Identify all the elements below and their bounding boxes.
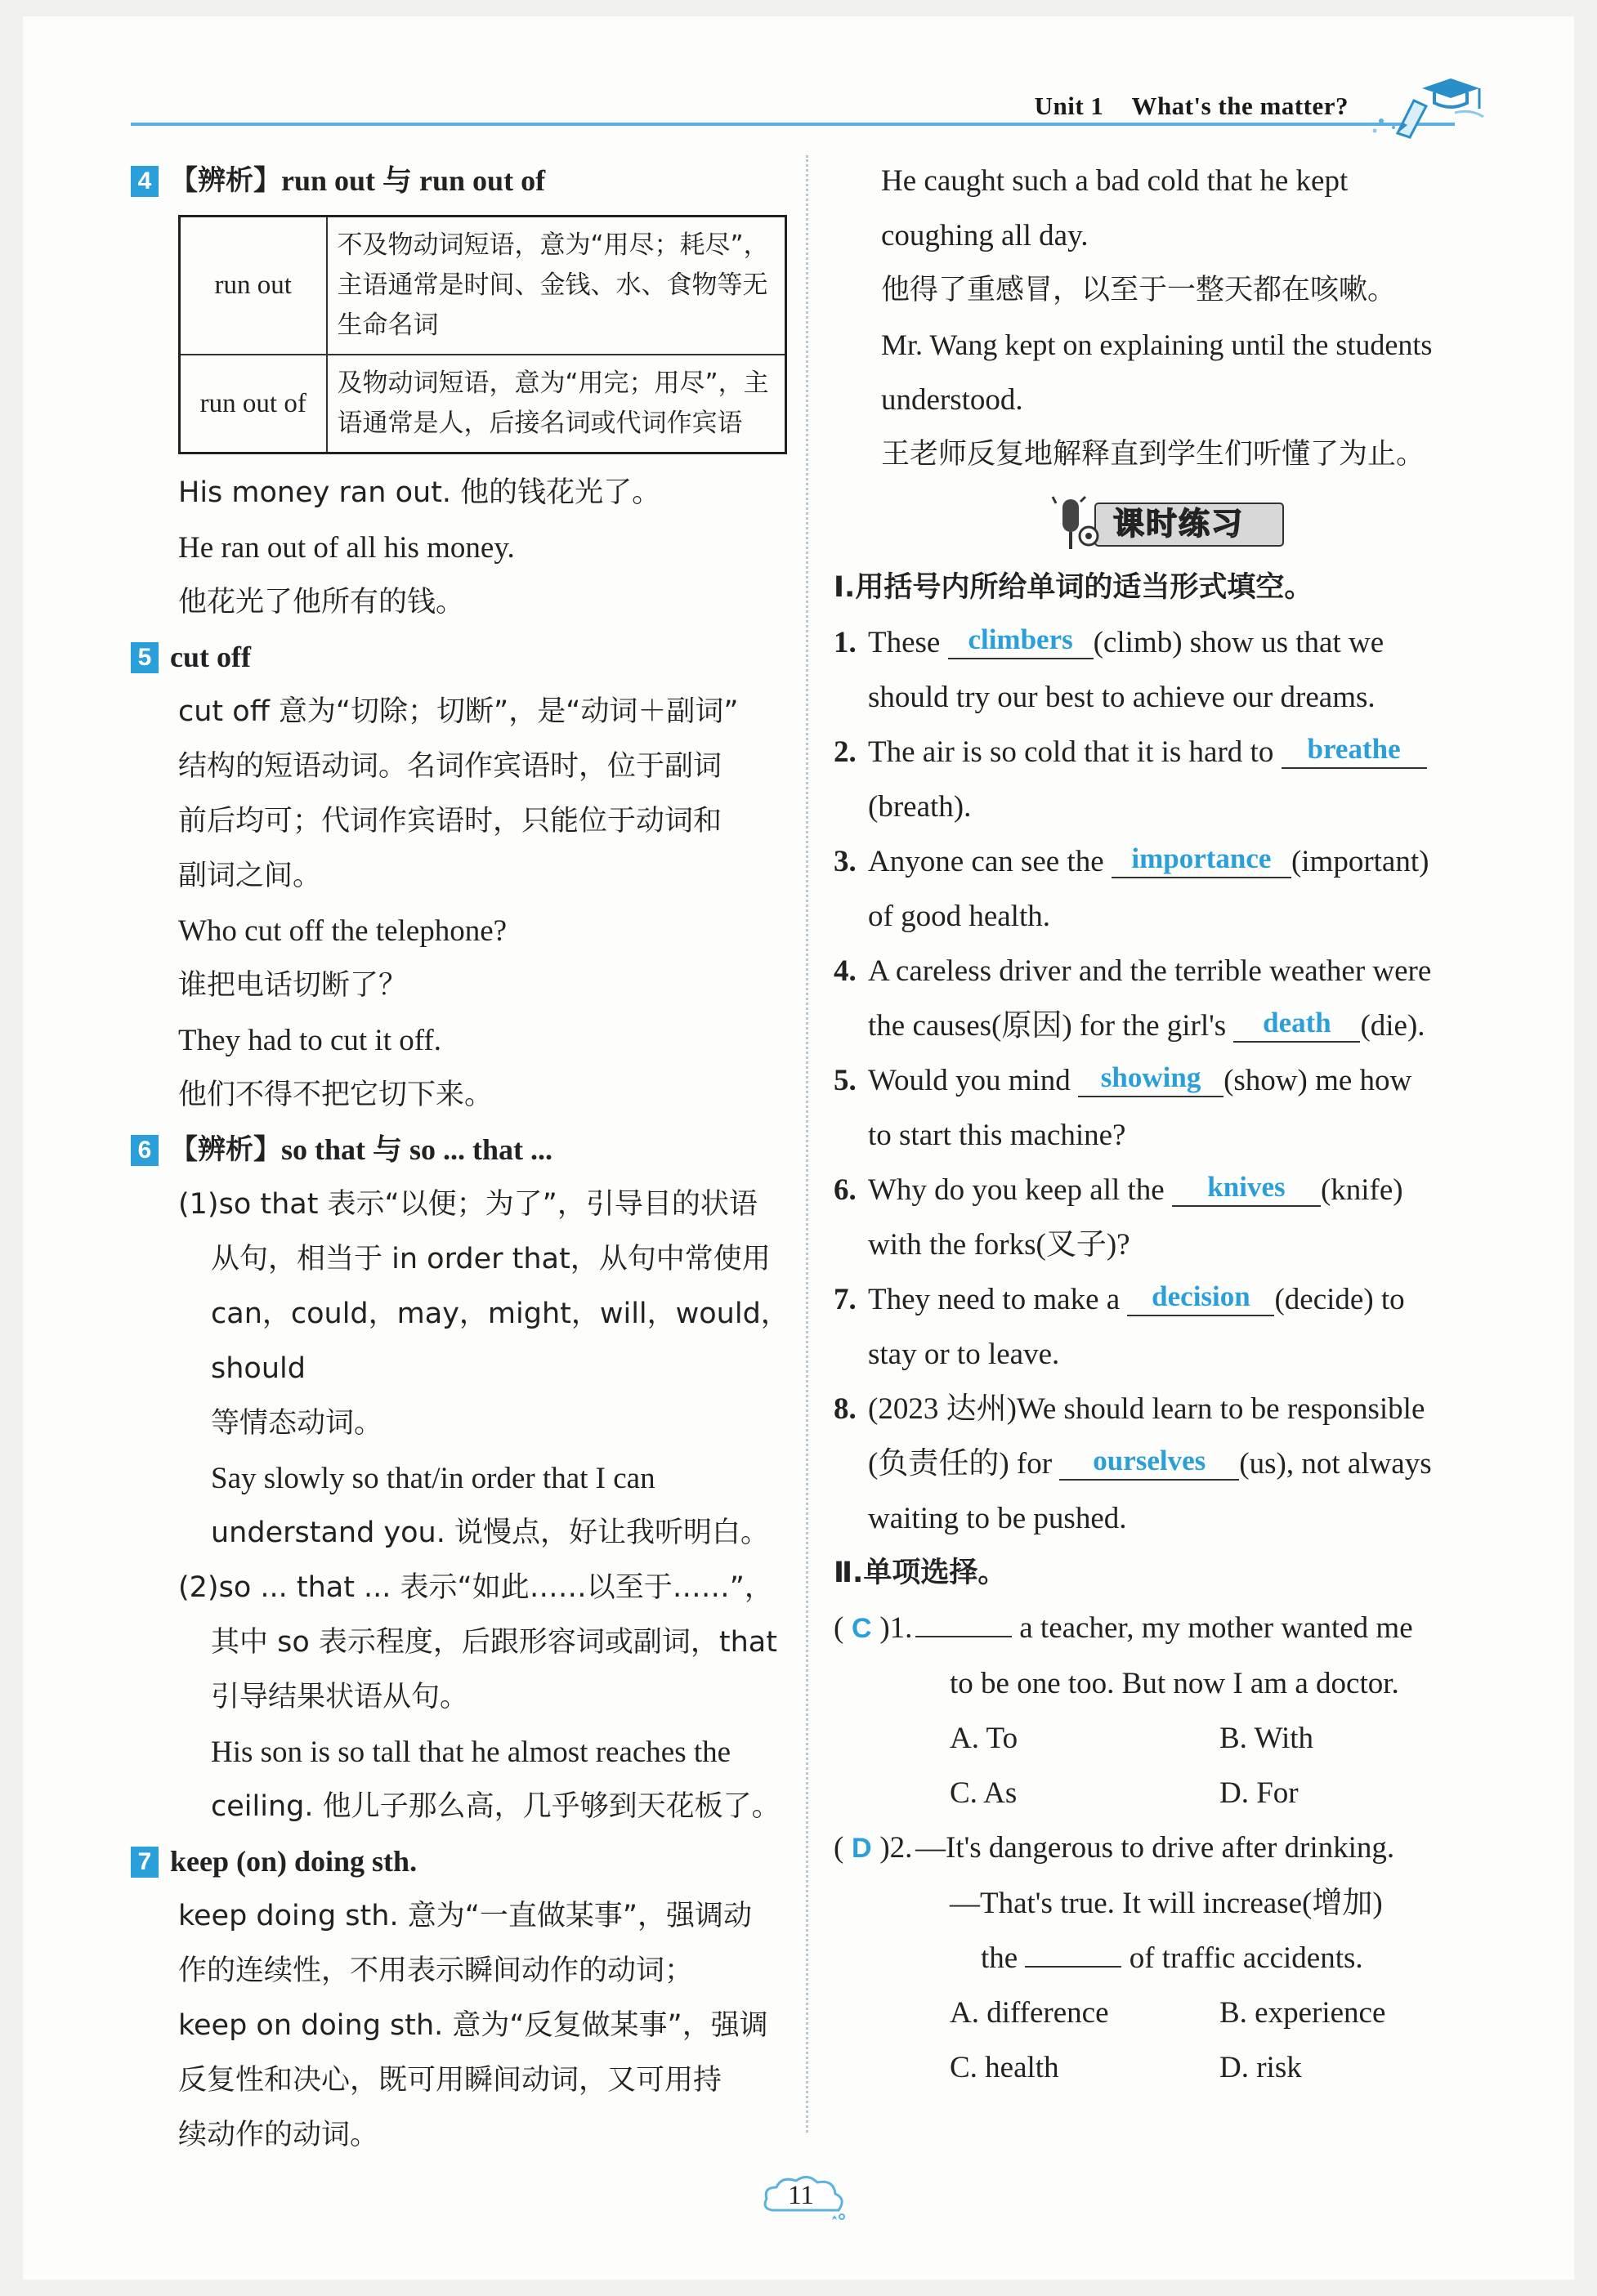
section-7-heading [131, 1834, 793, 1889]
question-text: with the forks(叉子)? [868, 1228, 1130, 1262]
answer-blank[interactable]: knives [1172, 1169, 1321, 1207]
fill-question [834, 1272, 1496, 1382]
question-text: (climb) show us that we [1093, 626, 1385, 659]
fill-question [834, 1382, 1496, 1546]
left-column [131, 154, 793, 2163]
column-divider [806, 155, 808, 2133]
option-d[interactable]: D. risk [1219, 2051, 1302, 2084]
section-number: 5 [131, 642, 159, 673]
question-text: A careless driver and the terrible weather were [868, 954, 1432, 988]
section-title: run out 与 run out of [281, 164, 546, 197]
option-c[interactable]: C. As [950, 1776, 1018, 1810]
explanation-line: keep on doing sth. 意为“反复做某事”，强调 [178, 2009, 768, 2042]
question-text: stay or to leave. [868, 1338, 1060, 1371]
choice-question-stem [834, 1820, 1496, 1876]
table-row [180, 217, 786, 355]
question-number: 5. [834, 1064, 857, 1097]
example-line: Mr. Wang kept on explaining until the students [881, 328, 1433, 361]
question-text: waiting to be pushed. [868, 1502, 1127, 1535]
explanation-line: (1)so that 表示“以便；为了”，引导目的状语 [178, 1188, 758, 1221]
option-row [834, 1766, 1496, 1820]
example-translation: 他花光了他所有的钱。 [178, 586, 465, 619]
explanation-line: keep doing sth. 意为“一直做某事”，强调动 [178, 1900, 752, 1932]
fill-question [834, 725, 1496, 834]
question-text: to be one too. But now I am a doctor. [950, 1667, 1399, 1700]
answer-paren: ( C )1. [834, 1601, 915, 1656]
answer-blank[interactable] [915, 1636, 1012, 1637]
comparison-table [178, 215, 787, 454]
example-translation: 王老师反复地解释直到学生们听懂了为止。 [881, 438, 1425, 471]
option-row [834, 1986, 1496, 2040]
question-number: 2. [834, 735, 857, 769]
section-4-heading [131, 154, 793, 208]
example-line: His son is so tall that he almost reaches the [211, 1735, 731, 1769]
table-row [180, 355, 786, 453]
section-number: 7 [131, 1847, 159, 1878]
example-line: Say slowly so that/in order that I can [211, 1462, 655, 1495]
part-1-heading: Ⅰ.用括号内所给单词的适当形式填空。 [834, 571, 1313, 604]
question-body [868, 944, 1496, 1053]
answer-blank[interactable]: importance [1112, 841, 1291, 878]
pen-graduation-cap-icon [1365, 64, 1487, 141]
question-number: 4. [834, 954, 857, 988]
answer-blank[interactable] [1025, 1966, 1121, 1968]
section-6-heading [131, 1123, 793, 1177]
right-column [834, 154, 1496, 2095]
option-b[interactable]: B. With [1219, 1722, 1314, 1755]
fill-question [834, 834, 1496, 944]
question-body [868, 725, 1496, 834]
explanation-line: 前后均可；代词作宾语时，只能位于动词和 [178, 805, 722, 838]
example-line: ceiling. 他儿子那么高，几乎够到天花板了。 [211, 1790, 781, 1823]
question-text: Why do you keep all the [868, 1173, 1165, 1207]
question-number: )2. [879, 1831, 913, 1865]
header-title [1035, 92, 1349, 121]
answer-blank[interactable]: breathe [1282, 731, 1427, 769]
header-rule [131, 123, 1455, 126]
question-text: They need to make a [868, 1283, 1121, 1316]
question-text: (2023 达州)We should learn to be responsible [868, 1392, 1425, 1426]
answer-blank[interactable]: climbers [948, 622, 1094, 659]
example-line: understand you. 说慢点，好让我听明白。 [211, 1517, 769, 1549]
section-number: 4 [131, 166, 159, 197]
question-number: 1. [834, 626, 857, 659]
question-number: )1. [879, 1611, 913, 1645]
explanation-line: 引导结果状语从句。 [211, 1681, 469, 1713]
fill-question [834, 1053, 1496, 1163]
question-body [868, 615, 1496, 725]
question-text: (us), not always [1239, 1447, 1432, 1481]
question-number: 8. [834, 1392, 857, 1426]
section-title: keep (on) doing sth. [170, 1845, 418, 1878]
question-text: Anyone can see the [868, 845, 1104, 878]
example-line: understood. [881, 383, 1023, 417]
question-text: the causes(原因) for the girl's [868, 1009, 1227, 1043]
question-text: Would you mind [868, 1064, 1071, 1097]
option-d[interactable]: D. For [1219, 1776, 1299, 1810]
table-key: run out of [180, 355, 327, 453]
example-line: He caught such a bad cold that he kept [881, 164, 1349, 198]
option-b[interactable]: B. experience [1219, 1996, 1386, 2030]
answer-letter[interactable]: D [852, 1833, 872, 1864]
option-a[interactable]: A. difference [950, 1996, 1109, 2030]
answer-blank[interactable]: ourselves [1059, 1443, 1239, 1481]
example-line: His money ran out. 他的钱花光了。 [178, 476, 661, 509]
question-text: (decide) to [1274, 1283, 1405, 1316]
answer-blank[interactable]: decision [1127, 1279, 1274, 1316]
explanation-line: can，could，may，might，will，would，should [211, 1298, 790, 1385]
option-c[interactable]: C. health [950, 2051, 1059, 2084]
banner-box [1038, 495, 1291, 552]
explanation-line: 副词之间。 [178, 860, 322, 892]
part-2-heading: Ⅱ.单项选择。 [834, 1557, 1007, 1589]
answer-paren: ( D )2. [834, 1820, 915, 1876]
question-body [868, 1163, 1496, 1272]
explanation-line: (2)so ... that ... 表示“如此……以至于……”， [178, 1571, 773, 1604]
option-a[interactable]: A. To [950, 1722, 1018, 1755]
question-text: the [981, 1941, 1018, 1975]
table-key: run out [180, 217, 327, 355]
page-number: 11 [788, 2181, 814, 2210]
example-translation: 谁把电话切断了？ [178, 969, 408, 1002]
question-text: The air is so cold that it is hard to [868, 735, 1274, 769]
explanation-line: 结构的短语动词。名词作宾语时，位于副词 [178, 750, 722, 783]
option-row [834, 2040, 1496, 2095]
example-line: coughing all day. [881, 219, 1089, 252]
question-text: —That's true. It will increase(增加) [950, 1887, 1383, 1920]
explanation-line: 续动作的动词。 [178, 2119, 379, 2151]
analysis-tag: 【辨析】 [170, 164, 281, 197]
table-desc: 不及物动词短语，意为“用尽；耗尽”，主语通常是时间、金钱、水、食物等无生命名词 [327, 217, 786, 355]
section-5-heading [131, 630, 793, 685]
choice-question [834, 1820, 1496, 2095]
example-line: Who cut off the telephone? [178, 914, 508, 948]
page-footer [760, 2169, 850, 2227]
question-number: 7. [834, 1283, 857, 1316]
question-text: (die). [1360, 1009, 1425, 1043]
question-body [868, 834, 1496, 944]
question-text: (knife) [1320, 1173, 1403, 1207]
question-text: These [868, 626, 941, 659]
explanation-line: 等情态动词。 [211, 1407, 383, 1440]
question-number: 3. [834, 845, 857, 878]
unit-title: What's the matter? [1131, 92, 1349, 120]
table-desc: 及物动词短语，意为“用完；用尽”，主语通常是人，后接名词或代词作宾语 [327, 355, 786, 453]
analysis-tag: 【辨析】 [170, 1133, 281, 1166]
explanation-line: 从句，相当于 in order that，从句中常使用 [211, 1243, 771, 1275]
example-translation: 他们不得不把它切下来。 [178, 1079, 494, 1111]
question-text: (important) [1291, 845, 1429, 878]
question-text: of good health. [868, 900, 1050, 933]
fill-question [834, 615, 1496, 725]
section-title: cut off [170, 641, 251, 673]
example-translation: 他得了重感冒，以至于一整天都在咳嗽。 [881, 274, 1397, 306]
question-text: (show) me how [1223, 1064, 1412, 1097]
question-text: to start this machine? [868, 1119, 1126, 1152]
choice-question [834, 1601, 1496, 1820]
answer-letter[interactable]: C [852, 1613, 872, 1644]
question-text [915, 1601, 1496, 1656]
question-text: (负责任的) for [868, 1447, 1053, 1481]
choice-question-stem [834, 1601, 1496, 1656]
practice-banner [834, 487, 1496, 561]
page-header [131, 72, 1487, 129]
banner-title: 课时练习 [1113, 506, 1245, 542]
question-body [868, 1053, 1496, 1163]
example-line: They had to cut it off. [178, 1024, 441, 1057]
question-body [868, 1272, 1496, 1382]
unit-label: Unit 1 [1034, 92, 1104, 120]
question-number: 6. [834, 1173, 857, 1207]
answer-blank[interactable]: showing [1078, 1060, 1223, 1097]
question-text: —It's dangerous to drive after drinking. [915, 1831, 1395, 1865]
question-text: a teacher, my mother wanted me [1019, 1611, 1413, 1645]
explanation-line: cut off 意为“切除；切断”，是“动词＋副词” [178, 695, 739, 728]
explanation-line: 反复性和决心，既可用瞬间动词，又可用持 [178, 2064, 722, 2097]
question-text: of traffic accidents. [1129, 1941, 1363, 1975]
fill-question [834, 944, 1496, 1053]
explanation-line: 其中 so 表示程度，后跟形容词或副词，that [211, 1626, 777, 1659]
section-title: so that 与 so ... that ... [281, 1133, 553, 1166]
question-body [868, 1382, 1496, 1546]
explanation-line: 作的连续性，不用表示瞬间动作的动词； [178, 1954, 694, 1987]
answer-blank[interactable]: death [1233, 1005, 1360, 1043]
question-text: should try our best to achieve our dreams. [868, 681, 1376, 714]
example-line: He ran out of all his money. [178, 531, 515, 565]
option-row [834, 1711, 1496, 1766]
fill-question [834, 1163, 1496, 1272]
section-number: 6 [131, 1135, 159, 1166]
question-text [834, 1931, 1496, 1986]
question-text: (breath). [868, 790, 972, 824]
